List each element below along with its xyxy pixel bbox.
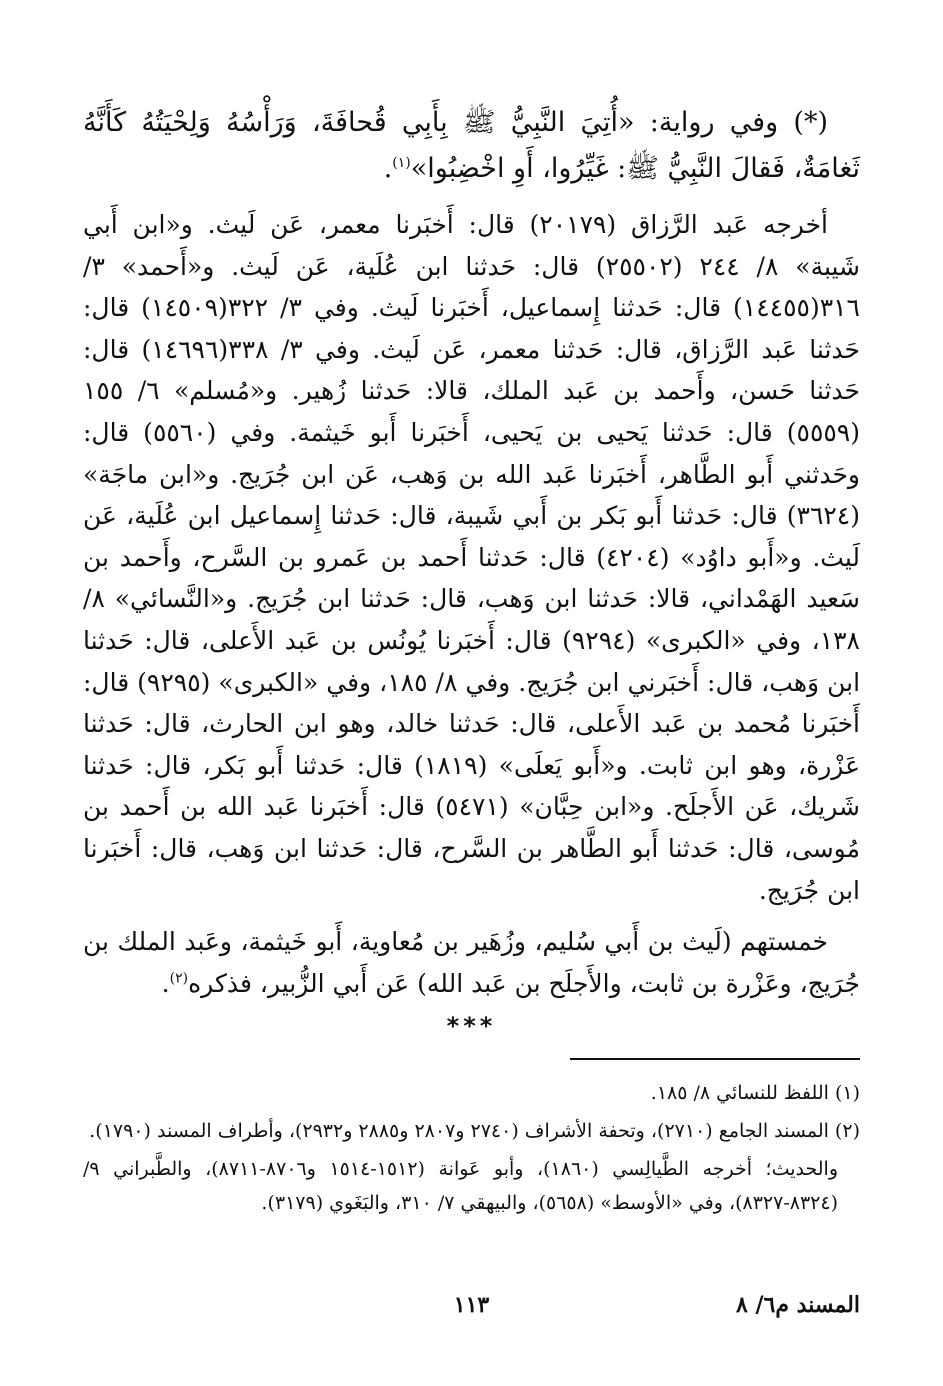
footnote-divider xyxy=(570,1058,860,1060)
hadith-text-body: (*) وفي رواية: «أُتِيَ النَّبِيُّ ﷺ بِأَبِي قُحافَةَ، وَرَأْسُهُ وَلِحْيَتُهُ كَأَنَّهُ ثَغامَةٌ، فَقالَ النَّبِيُّ ﷺ: غَيِّرُوا، أَوِ اخْضِبُوا» xyxy=(83,107,860,184)
page-number: ١١٣ xyxy=(453,1292,490,1318)
full-stop: . xyxy=(383,153,393,184)
footnote-1: (١) اللفظ للنسائي ٨/ ١٨٥. xyxy=(650,1082,860,1104)
footnote-2: (٢) المسند الجامع (٢٧١٠)، وتحفة الأشراف (٢٧٤٠ و٢٨٠٧ و٢٨٨٥ و٢٩٣٢)، وأطراف المسند (١٧٩٠). xyxy=(89,1120,860,1142)
footnote-ref-1: (١) xyxy=(392,155,411,171)
full-stop: . xyxy=(161,968,170,998)
footnote-2-continuation: والحديث؛ أخرجه الطَّيالِسي (١٨٦٠)، وأبو عَوانة (١٥١٢-١٥١٤ و٨٧٠٦-٨٧١١)، والطَّبراني ٩/ (٨٣٢٤-٨٣٢٧)، وفي «الأوسط» (٥٦٥٨)، والبيهقي ٧/ ٣١٠، والبَغَوي (٣١٧٩). xyxy=(83,1158,838,1214)
footnotes-section xyxy=(83,1076,860,1224)
printer-signature: المسند م٦/ ٨ xyxy=(736,1292,860,1318)
footnote-ref-2: (٢) xyxy=(169,970,189,987)
takhrij-paragraph: أخرجه عَبد الرَّزاق (٢٠١٧٩) قال: أَخبَرنا معمر، عَن لَيث. و«ابن أَبي شَيبة» ٨/ ٢٤٤ (٢٥٥٠٢) قال: حَدثنا ابن عُلَية، عَن لَيث. و«أَحمد» ٣/ ٣١٦(١٤٤٥٥) قال: حَدثنا إِسماعيل، أَخبَرنا لَيث. وفي ٣/ ٣٢٢(١٤٥٠٩) قال: حَدثنا عَبد الرَّزاق، قال: حَدثنا معمر، عَن لَيث. وفي ٣/ ٣٣٨(١٤٦٩٦) قال: حَدثنا حَسن، وأَحمد بن عَبد الملك، قالا: حَدثنا زُهير. و«مُسلم» ٦/ ١٥٥ (٥٥٥٩) قال: حَدثنا يَحيى بن يَحيى، أَخبَرنا أَبو خَيثمة. وفي (٥٥٦٠) قال: وحَدثني أَبو الطَّاهر، أَخبَرنا عَبد الله بن وَهب، عَن ابن جُرَيج. و«ابن ماجَة» (٣٦٢٤) قال: حَدثنا أَبو بَكر بن أَبي شَيبة، قال: حَدثنا إِسماعيل ابن عُلَية، عَن لَيث. و«أَبو داوُد» (٤٢٠٤) قال: حَدثنا أَحمد بن عَمرو بن السَّرح، وأَحمد بن سَعيد الهَمْداني، قالا: حَدثنا ابن وَهب، قال: حَدثنا ابن جُرَيج. و«النَّسائي» ٨/ ١٣٨، وفي «الكبرى» (٩٢٩٤) قال: أَخبَرنا يُونُس بن عَبد الأَعلى، قال: حَدثنا ابن وَهب، قال: أَخبَرني ابن جُرَيج. وفي ٨/ ١٨٥، وفي «الكبرى» (٩٢٩٥) قال: أَخبَرنا مُحمد بن عَبد الأَعلى، قال: حَدثنا خالد، وهو ابن الحارث، قال: حَدثنا عَزْرة، وهو ابن ثابت. و«أَبو يَعلَى» (١٨١٩) قال: حَدثنا أَبو بَكر، قال: حَدثنا شَريك، عَن الأَجلَح. و«ابن حِبَّان» (٥٤٧١) قال: أَخبَرنا عَبد الله بن أَحمد بن مُوسى، قال: حَدثنا أَبو الطَّاهر بن السَّرح، قال: حَدثنا ابن وَهب، قال: أَخبَرنا ابن جُرَيج. xyxy=(83,210,861,905)
section-separator: *** xyxy=(446,1012,497,1041)
hadith-text xyxy=(83,100,860,192)
narrators-text: خمستهم (لَيث بن أَبي سُليم، وزُهَير بن مُعاوية، أَبو خَيثمة، وعَبد الملك بن جُرَيج، وعَزْرة بن ثابت، والأَجلَح بن عَبد الله) عَن أَبي الزُّبير، فذكره xyxy=(83,927,860,998)
narrators-paragraph xyxy=(83,921,860,1004)
